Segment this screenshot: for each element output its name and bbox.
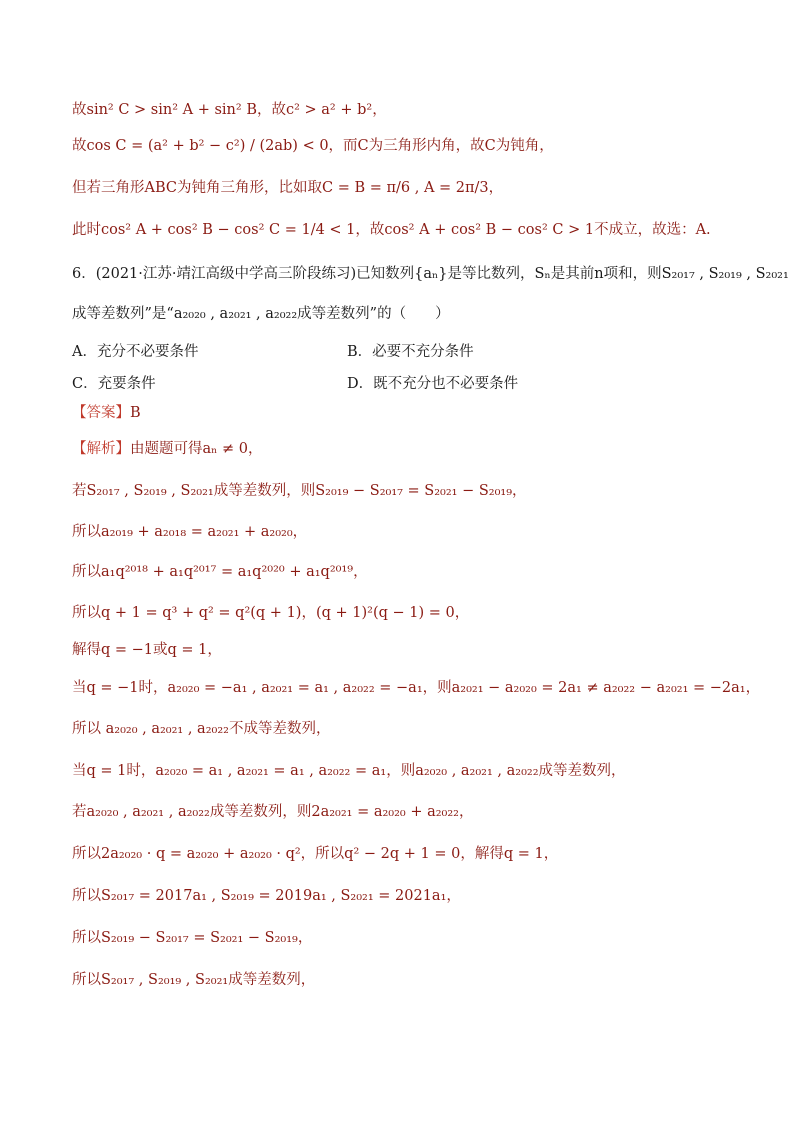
analysis-line: 所以S₂₀₁₉ − S₂₀₁₇ = S₂₀₂₁ − S₂₀₁₉， [72,930,313,946]
answer-label: 【答案】 [72,405,130,421]
answer-row [72,402,734,423]
analysis-line: 所以 a₂₀₂₀ , a₂₀₂₁ , a₂₀₂₂不成等差数列， [72,721,331,737]
analysis-line: 所以S₂₀₁₇ = 2017a₁ , S₂₀₁₉ = 2019a₁ , S₂₀₂₁ = 2021a₁， [72,888,461,904]
option-a: A．充分不必要条件 [72,344,199,360]
solution-line: 故cos C = (a² + b² − c²) / (2ab) < 0，而C为三角形内角，故C为钝角， [72,138,554,154]
option-b: B．必要不充分条件 [347,344,474,360]
analysis-line: 所以2a₂₀₂₀ · q = a₂₀₂₀ + a₂₀₂₀ · q²，所以q² − 2q + 1 = 0，解得q = 1， [72,846,559,862]
analysis-line: 若a₂₀₂₀ , a₂₀₂₁ , a₂₀₂₂成等差数列，则2a₂₀₂₁ = a₂₀₂₀ + a₂₀₂₂， [72,804,474,820]
analysis-line: 所以a₂₀₁₉ + a₂₀₁₈ = a₂₀₂₁ + a₂₀₂₀， [72,524,308,540]
solution-line: 故sin² C > sin² A + sin² B，故c² > a² + b²， [72,102,387,118]
analysis-line: 由题题可得aₙ ≠ 0， [130,441,263,457]
analysis-line: 所以q + 1 = q³ + q² = q²(q + 1)，(q + 1)²(q − 1) = 0， [72,605,470,621]
option-c: C．充要条件 [72,376,156,392]
analysis-line: 所以S₂₀₁₇ , S₂₀₁₉ , S₂₀₂₁成等差数列， [72,972,316,988]
solution-line: 此时cos² A + cos² B − cos² C = 1/4 < 1，故cos² A + cos² B − cos² C > 1不成立，故选：A. [72,222,711,238]
analysis-first-row [72,438,734,459]
analysis-line: 当q = 1时，a₂₀₂₀ = a₁ , a₂₀₂₁ = a₁ , a₂₀₂₂ = a₁，则a₂₀₂₀ , a₂₀₂₁ , a₂₀₂₂成等差数列， [72,763,626,779]
analysis-label: 【解析】 [72,441,130,457]
analysis-line: 所以a₁q²⁰¹⁸ + a₁q²⁰¹⁷ = a₁q²⁰²⁰ + a₁q²⁰¹⁹， [72,564,368,580]
answer-value: B [130,405,141,421]
solution-line: 但若三角形ABC为钝角三角形，比如取C = B = π/6 , A = 2π/3， [72,180,504,196]
analysis-line: 解得q = −1或q = 1， [72,642,222,658]
option-d: D．既不充分也不必要条件 [347,376,519,392]
question-stem: 6．(2021·江苏·靖江高级中学高三阶段练习)已知数列{aₙ}是等比数列，Sₙ是其前n项和，则S₂₀₁₇ , S₂₀₁₉ , S₂₀₂₁ [72,266,789,282]
question-stem-cont: 成等差数列”是“a₂₀₂₀ , a₂₀₂₁ , a₂₀₂₂成等差数列”的（ ） [72,306,450,322]
analysis-line: 当q = −1时，a₂₀₂₀ = −a₁ , a₂₀₂₁ = a₁ , a₂₀₂₂ = −a₁，则a₂₀₂₁ − a₂₀₂₀ = 2a₁ ≠ a₂₀₂₂ − a₂₀₂₁ = −2a₁， [72,680,761,696]
analysis-line: 若S₂₀₁₇ , S₂₀₁₉ , S₂₀₂₁成等差数列，则S₂₀₁₉ − S₂₀₁₇ = S₂₀₂₁ − S₂₀₁₉， [72,483,527,499]
